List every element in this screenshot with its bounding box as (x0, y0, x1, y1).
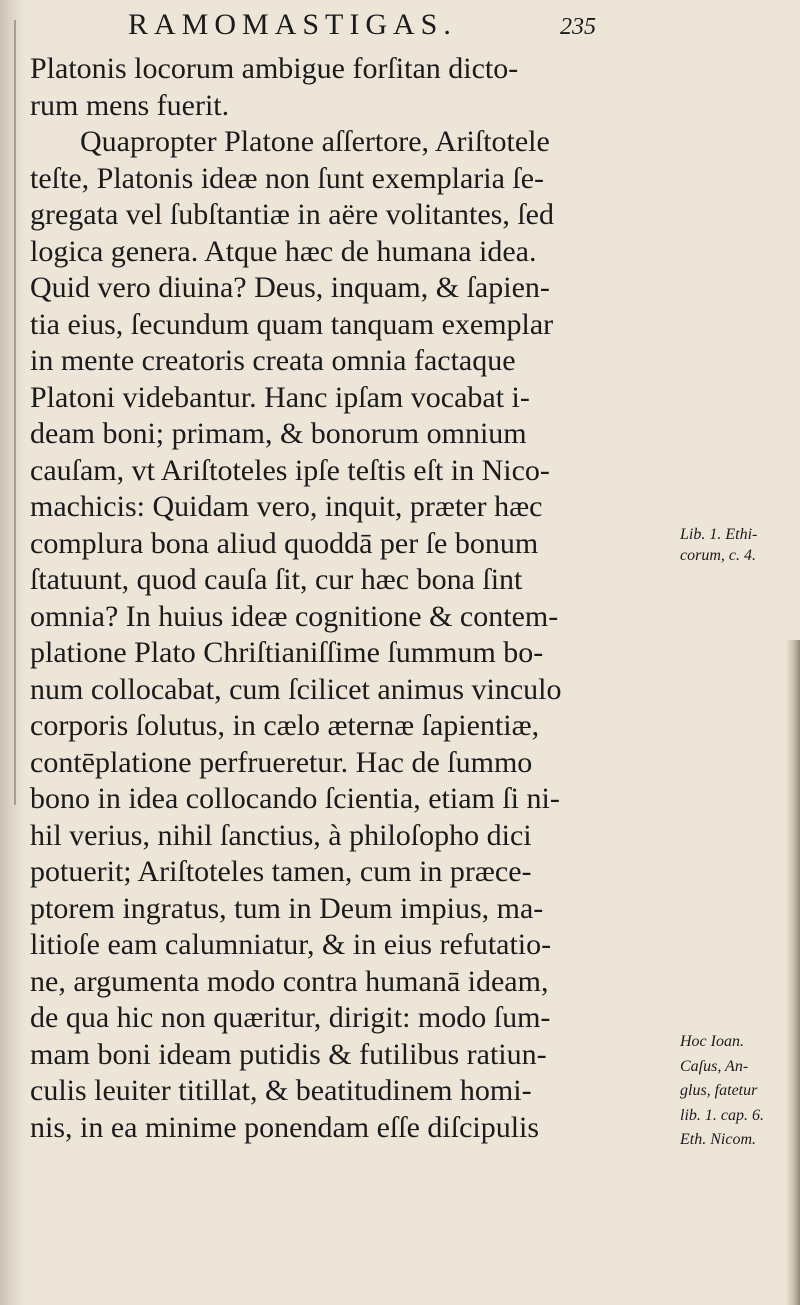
text-line: ne, argumenta modo contra humanā ideam, (30, 964, 549, 998)
margin-note-line: lib. 1. cap. 6. (680, 1106, 764, 1124)
text-line: rum mens fuerit. (30, 88, 230, 122)
text-line: Platonis locorum ambigue forſitan dicto- (30, 52, 519, 85)
page-edge-shadow (786, 640, 800, 1305)
text-line: gregata vel ſubſtantiæ in aëre volitantes, ſed (30, 198, 554, 231)
text-line: Quid vero diuina? Deus, inquam, & ſapien- (30, 271, 550, 304)
margin-note-line: corum, c. 4. (680, 547, 756, 564)
page-number: 235 (560, 14, 596, 40)
text-line: hil verius, nihil ſanctius, à philoſopho dici (30, 818, 532, 852)
text-line: cauſam, vt Ariſtoteles ipſe teſtis eſt in Nico- (30, 453, 550, 487)
text-line: bono in idea collocando ſcientia, etiam ſi ni- (30, 782, 560, 815)
margin-note-ethics-reference (680, 524, 792, 566)
text-line: Platoni videbantur. Hanc ipſam vocabat i- (30, 380, 530, 414)
margin-note-caius-reference (680, 1030, 792, 1153)
text-line: contēplatione perfrueretur. Hac de ſummo (30, 745, 533, 779)
margin-note-line: Hoc Ioan. (680, 1033, 744, 1050)
page-gutter-shadow (0, 0, 26, 1305)
text-line: logica genera. Atque hæc de humana idea. (30, 234, 537, 268)
text-line: ptorem ingratus, tum in Deum impius, ma- (30, 891, 544, 925)
text-line: mam boni ideam putidis & futilibus ratiun- (30, 1037, 547, 1071)
margin-note-line: Eth. Nicom. (680, 1131, 756, 1148)
margin-note-line: Caſus, An- (680, 1057, 749, 1075)
text-line: de qua hic non quæritur, dirigit: modo ſum- (30, 1001, 551, 1034)
text-line: complura bona aliud quoddā per ſe bonum (30, 526, 539, 560)
text-line: tia eius, ſecundum quam tanquam exemplar (30, 307, 554, 341)
text-line: in mente creatoris creata omnia factaque (30, 344, 516, 377)
text-line: teſte, Platonis ideæ non ſunt exemplaria ſe- (30, 161, 545, 195)
text-line: machicis: Quidam vero, inquit, præter hæc (30, 490, 543, 523)
text-line: corporis ſolutus, in cælo æternæ ſapientiæ, (30, 709, 540, 742)
text-line: deam boni; primam, & bonorum omnium (30, 417, 527, 450)
running-title: RAMOMASTIGAS. (128, 8, 457, 41)
margin-note-line: Lib. 1. Ethi- (680, 526, 758, 543)
text-line: potuerit; Ariſtoteles tamen, cum in præce- (30, 855, 532, 888)
body-text (30, 51, 662, 1146)
text-line: platione Plato Chriſtianiſſime ſummum bo- (30, 636, 544, 669)
text-line: litioſe eam calumniatur, & in eius refutatio- (30, 928, 552, 961)
text-line: culis leuiter titillat, & beatitudinem homi- (30, 1074, 532, 1107)
margin-note-line: glus, fatetur (680, 1082, 758, 1099)
text-line: num collocabat, cum ſcilicet animus vinculo (30, 672, 562, 706)
text-line: omnia? In huius ideæ cognitione & contem- (30, 599, 559, 633)
text-line: nis, in ea minime ponendam eſſe diſcipulis (30, 1110, 540, 1144)
text-line: Quapropter Platone aſſertore, Ariſtotele (80, 125, 550, 158)
text-line: ſtatuunt, quod cauſa ſit, cur hæc bona ſint (30, 563, 523, 596)
